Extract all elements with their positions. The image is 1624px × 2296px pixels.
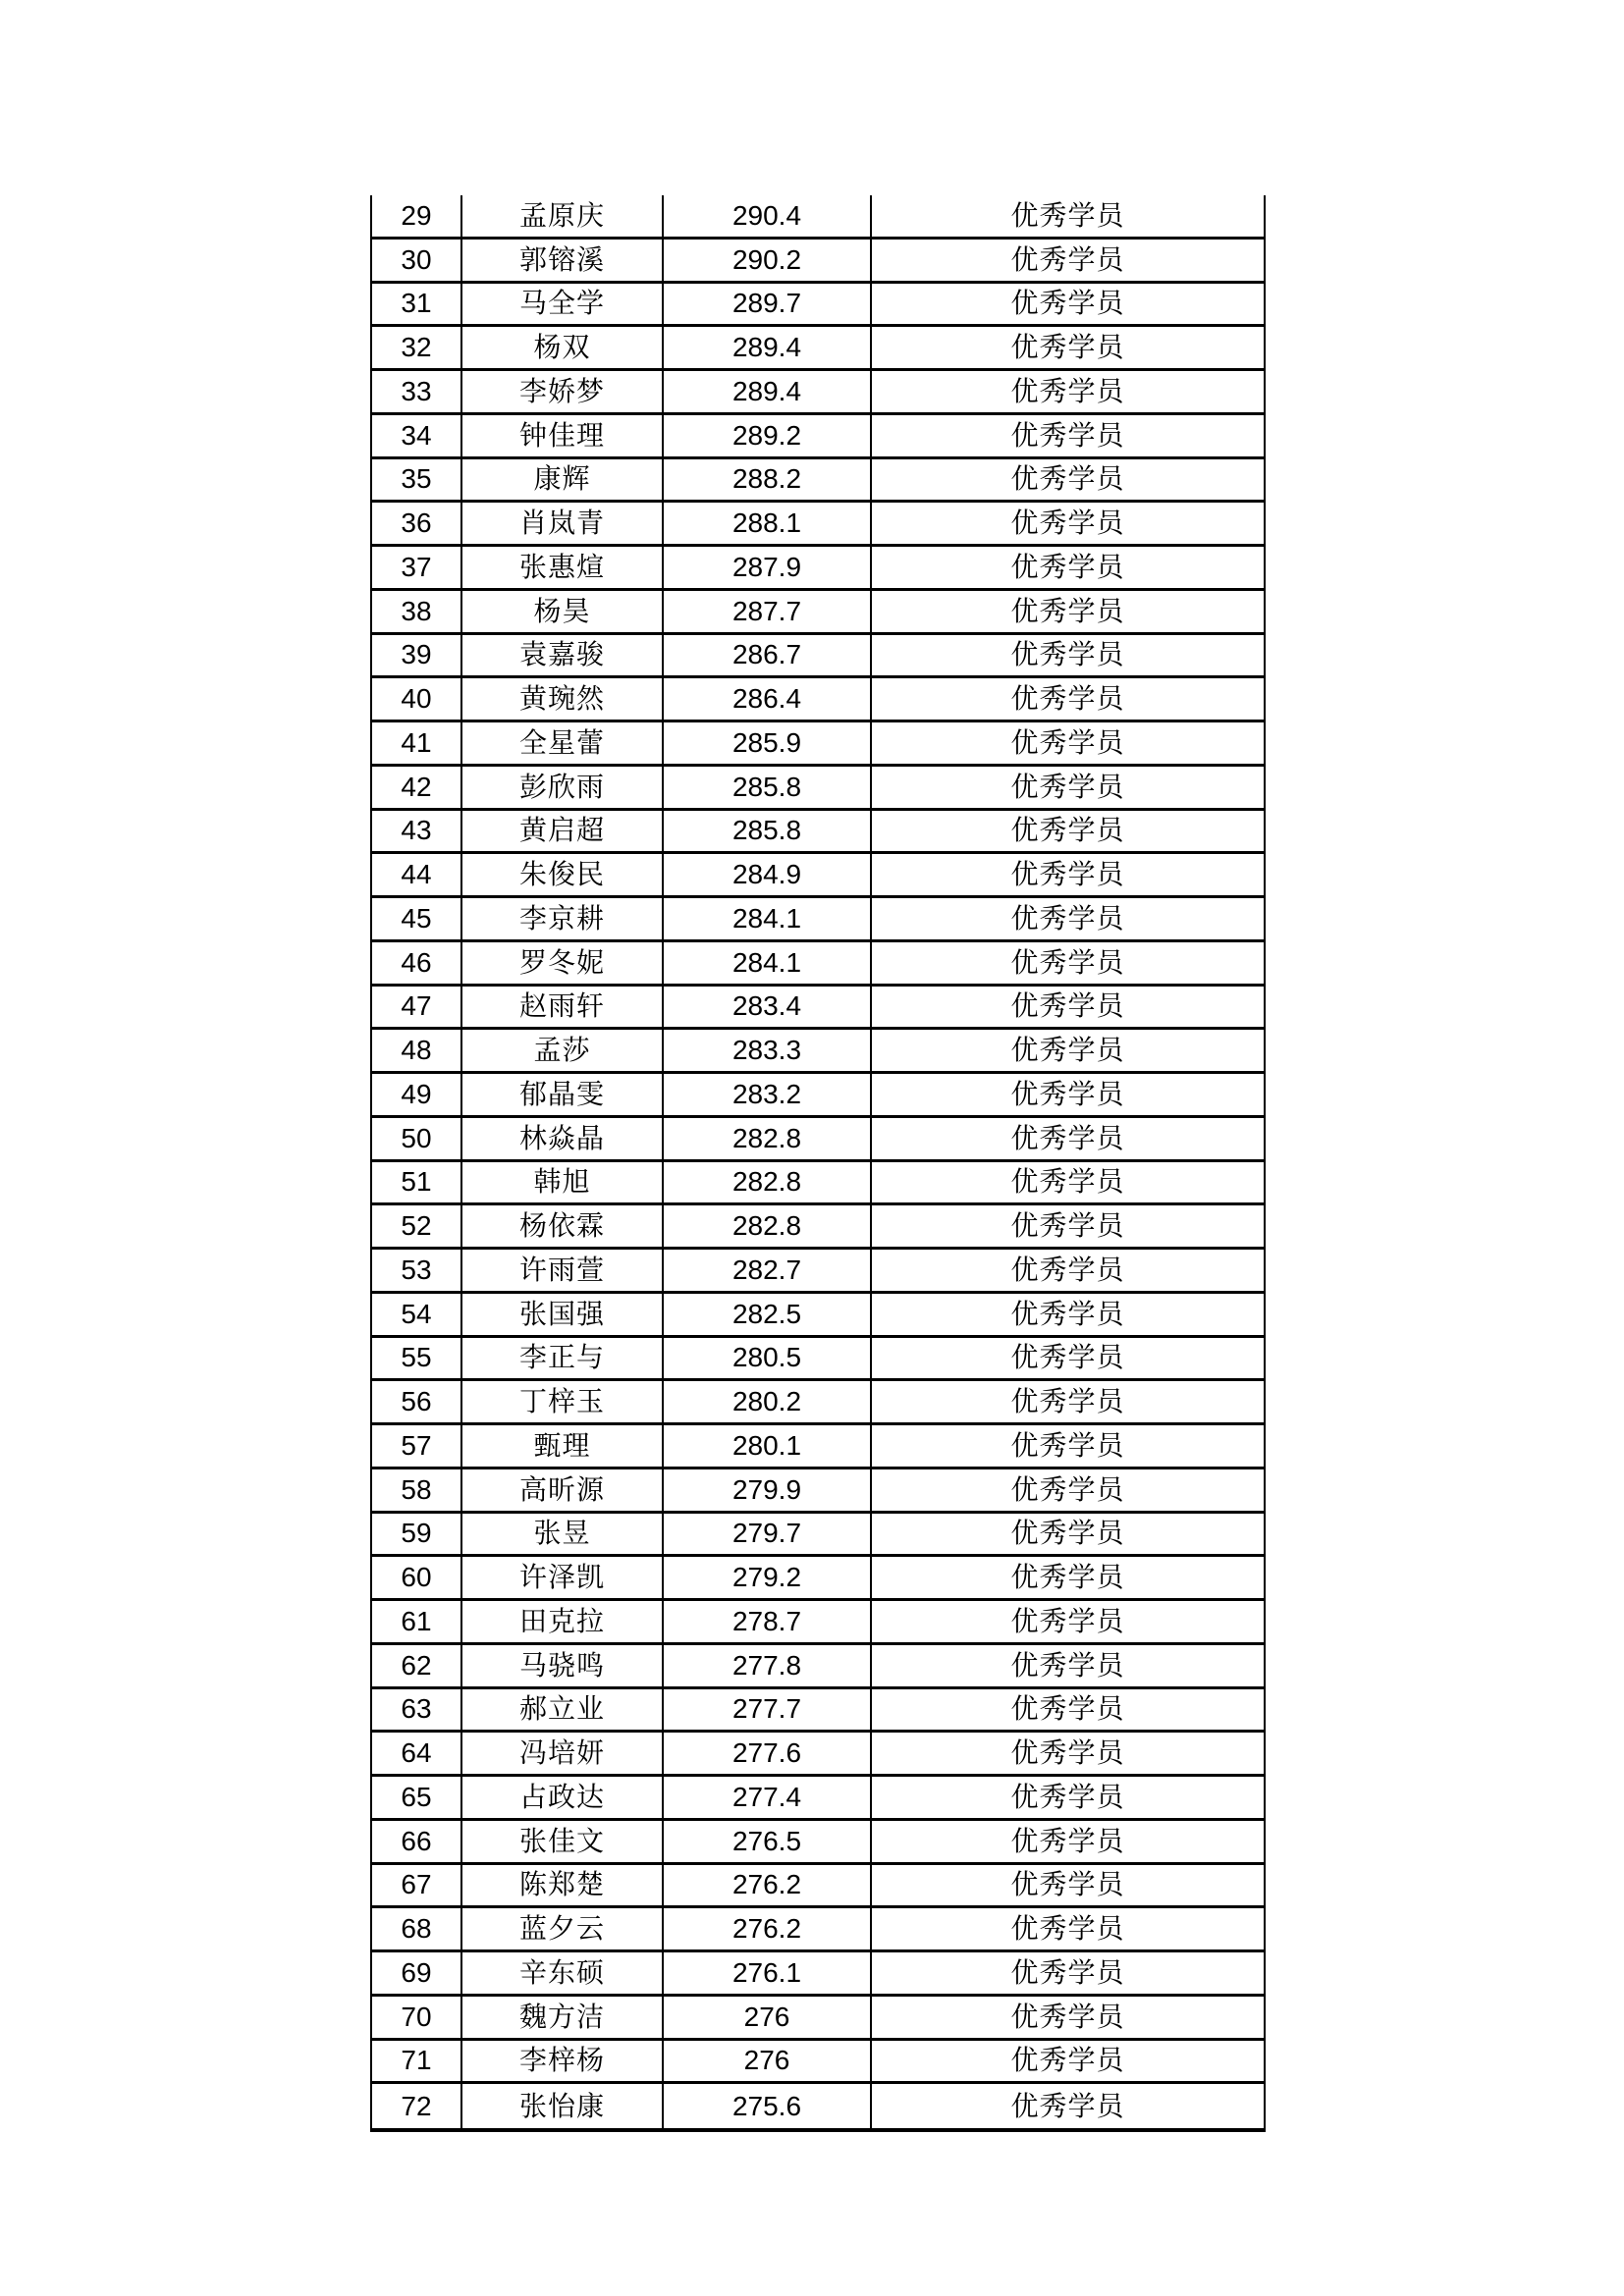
score-cell: 282.8: [664, 1118, 872, 1159]
student-name-cell: 高昕源: [462, 1469, 664, 1511]
status-cell: 优秀学员: [872, 415, 1266, 456]
student-name-cell: 肖岚青: [462, 503, 664, 544]
score-cell: 289.2: [664, 415, 872, 456]
rank-cell: 51: [370, 1162, 462, 1203]
table-row: [370, 2084, 1266, 2128]
table-row: [370, 1205, 1266, 1250]
status-cell: 优秀学员: [872, 2041, 1266, 2082]
rank-cell: 56: [370, 1381, 462, 1422]
rank-cell: 45: [370, 898, 462, 939]
student-name-cell: 李正与: [462, 1338, 664, 1379]
student-name-cell: 孟原庆: [462, 195, 664, 237]
rank-cell: 53: [370, 1250, 462, 1291]
student-name-cell: 许雨萱: [462, 1250, 664, 1291]
status-cell: 优秀学员: [872, 1865, 1266, 1906]
table-row: [370, 1952, 1266, 1997]
table-row: [370, 678, 1266, 722]
student-name-cell: 黄启超: [462, 811, 664, 852]
score-cell: 276: [664, 2041, 872, 2082]
score-cell: 277.8: [664, 1645, 872, 1686]
status-cell: 优秀学员: [872, 1514, 1266, 1555]
student-name-cell: 李娇梦: [462, 371, 664, 412]
table-row: [370, 942, 1266, 987]
status-cell: 优秀学员: [872, 1777, 1266, 1818]
status-cell: 优秀学员: [872, 1294, 1266, 1335]
rank-cell: 41: [370, 722, 462, 764]
student-name-cell: 杨双: [462, 327, 664, 368]
score-cell: 287.9: [664, 547, 872, 588]
score-cell: 288.1: [664, 503, 872, 544]
status-cell: 优秀学员: [872, 2084, 1266, 2128]
rank-cell: 31: [370, 284, 462, 325]
score-cell: 277.7: [664, 1689, 872, 1731]
status-cell: 优秀学员: [872, 1074, 1266, 1115]
status-cell: 优秀学员: [872, 1205, 1266, 1247]
student-name-cell: 丁梓玉: [462, 1381, 664, 1422]
table-row: [370, 1908, 1266, 1952]
table-row: [370, 767, 1266, 811]
rank-cell: 72: [370, 2084, 462, 2128]
rank-cell: 64: [370, 1733, 462, 1774]
score-cell: 276: [664, 1997, 872, 2038]
status-cell: 优秀学员: [872, 1733, 1266, 1774]
student-name-cell: 魏方洁: [462, 1997, 664, 2038]
table-row: [370, 1821, 1266, 1865]
student-name-cell: 韩旭: [462, 1162, 664, 1203]
rank-cell: 62: [370, 1645, 462, 1686]
rank-cell: 39: [370, 635, 462, 676]
table-row: [370, 1689, 1266, 1734]
student-name-cell: 田克拉: [462, 1601, 664, 1642]
score-cell: 283.2: [664, 1074, 872, 1115]
student-name-cell: 郁晶雯: [462, 1074, 664, 1115]
rank-cell: 59: [370, 1514, 462, 1555]
table-row: [370, 722, 1266, 767]
student-name-cell: 张国强: [462, 1294, 664, 1335]
table-row: [370, 1381, 1266, 1425]
student-name-cell: 康辉: [462, 459, 664, 501]
score-cell: 289.7: [664, 284, 872, 325]
rank-cell: 32: [370, 327, 462, 368]
student-name-cell: 占政达: [462, 1777, 664, 1818]
score-cell: 285.8: [664, 811, 872, 852]
status-cell: 优秀学员: [872, 1162, 1266, 1203]
rank-cell: 71: [370, 2041, 462, 2082]
rank-cell: 35: [370, 459, 462, 501]
score-cell: 282.5: [664, 1294, 872, 1335]
table-row: [370, 240, 1266, 284]
score-cell: 279.9: [664, 1469, 872, 1511]
score-cell: 285.8: [664, 767, 872, 808]
rank-cell: 65: [370, 1777, 462, 1818]
student-name-cell: 张佳文: [462, 1821, 664, 1862]
score-cell: 277.6: [664, 1733, 872, 1774]
student-name-cell: 钟佳理: [462, 415, 664, 456]
table-row: [370, 987, 1266, 1031]
rank-cell: 52: [370, 1205, 462, 1247]
rank-cell: 68: [370, 1908, 462, 1949]
student-name-cell: 李京耕: [462, 898, 664, 939]
table-row: [370, 854, 1266, 898]
table-row: [370, 1469, 1266, 1514]
student-name-cell: 林焱晶: [462, 1118, 664, 1159]
table-row: [370, 1601, 1266, 1645]
status-cell: 优秀学员: [872, 898, 1266, 939]
score-cell: 280.2: [664, 1381, 872, 1422]
student-name-cell: 李梓杨: [462, 2041, 664, 2082]
score-cell: 282.8: [664, 1205, 872, 1247]
rank-cell: 70: [370, 1997, 462, 2038]
status-cell: 优秀学员: [872, 1425, 1266, 1467]
rank-cell: 60: [370, 1557, 462, 1598]
status-cell: 优秀学员: [872, 767, 1266, 808]
status-cell: 优秀学员: [872, 942, 1266, 984]
table-row: [370, 459, 1266, 504]
status-cell: 优秀学员: [872, 1338, 1266, 1379]
status-cell: 优秀学员: [872, 240, 1266, 281]
score-cell: 289.4: [664, 371, 872, 412]
table-row: [370, 1294, 1266, 1338]
table-row: [370, 503, 1266, 547]
rank-cell: 43: [370, 811, 462, 852]
student-name-cell: 罗冬妮: [462, 942, 664, 984]
table-row: [370, 1074, 1266, 1118]
score-cell: 275.6: [664, 2084, 872, 2128]
student-name-cell: 郝立业: [462, 1689, 664, 1731]
rank-cell: 66: [370, 1821, 462, 1862]
rank-cell: 67: [370, 1865, 462, 1906]
table-row: [370, 547, 1266, 591]
score-cell: 282.7: [664, 1250, 872, 1291]
rank-cell: 58: [370, 1469, 462, 1511]
status-cell: 优秀学员: [872, 1381, 1266, 1422]
table-row: [370, 635, 1266, 679]
status-cell: 优秀学员: [872, 1250, 1266, 1291]
student-name-cell: 陈郑楚: [462, 1865, 664, 1906]
rank-cell: 55: [370, 1338, 462, 1379]
student-name-cell: 杨昊: [462, 591, 664, 632]
status-cell: 优秀学员: [872, 1030, 1266, 1071]
table-row: [370, 2041, 1266, 2085]
table-row: [370, 415, 1266, 459]
table-row: [370, 1514, 1266, 1558]
student-name-cell: 赵雨轩: [462, 987, 664, 1028]
rank-cell: 54: [370, 1294, 462, 1335]
table-row: [370, 898, 1266, 942]
rank-cell: 42: [370, 767, 462, 808]
table-row: [370, 327, 1266, 371]
rank-cell: 47: [370, 987, 462, 1028]
student-name-cell: 马全学: [462, 284, 664, 325]
score-cell: 280.1: [664, 1425, 872, 1467]
student-name-cell: 马骁鸣: [462, 1645, 664, 1686]
table-row: [370, 1118, 1266, 1162]
status-cell: 优秀学员: [872, 195, 1266, 237]
status-cell: 优秀学员: [872, 1952, 1266, 1994]
rank-cell: 49: [370, 1074, 462, 1115]
status-cell: 优秀学员: [872, 591, 1266, 632]
score-cell: 276.1: [664, 1952, 872, 1994]
status-cell: 优秀学员: [872, 1557, 1266, 1598]
score-cell: 283.4: [664, 987, 872, 1028]
student-name-cell: 甄理: [462, 1425, 664, 1467]
score-cell: 279.2: [664, 1557, 872, 1598]
student-name-cell: 黄琬然: [462, 678, 664, 720]
score-cell: 276.2: [664, 1908, 872, 1949]
student-name-cell: 许泽凯: [462, 1557, 664, 1598]
status-cell: 优秀学员: [872, 635, 1266, 676]
score-cell: 276.5: [664, 1821, 872, 1862]
table-row: [370, 1733, 1266, 1777]
status-cell: 优秀学员: [872, 722, 1266, 764]
table-row: [370, 1338, 1266, 1382]
table-row: [370, 1865, 1266, 1909]
rank-cell: 37: [370, 547, 462, 588]
table-row: [370, 1162, 1266, 1206]
status-cell: 优秀学员: [872, 678, 1266, 720]
student-name-cell: 朱俊民: [462, 854, 664, 895]
student-name-cell: 张怡康: [462, 2084, 664, 2128]
score-cell: 287.7: [664, 591, 872, 632]
rank-cell: 48: [370, 1030, 462, 1071]
student-name-cell: 孟莎: [462, 1030, 664, 1071]
status-cell: 优秀学员: [872, 1469, 1266, 1511]
table-row: [370, 1557, 1266, 1601]
student-name-cell: 郭镕溪: [462, 240, 664, 281]
student-name-cell: 冯培妍: [462, 1733, 664, 1774]
status-cell: 优秀学员: [872, 1821, 1266, 1862]
table-row: [370, 591, 1266, 635]
status-cell: 优秀学员: [872, 1645, 1266, 1686]
table-row: [370, 1250, 1266, 1294]
rank-cell: 36: [370, 503, 462, 544]
table-row: [370, 1645, 1266, 1689]
rank-cell: 50: [370, 1118, 462, 1159]
score-cell: 276.2: [664, 1865, 872, 1906]
table-row: [370, 284, 1266, 328]
table-row: [370, 1997, 1266, 2041]
table-row: [370, 1777, 1266, 1821]
score-cell: 282.8: [664, 1162, 872, 1203]
status-cell: 优秀学员: [872, 1601, 1266, 1642]
student-name-cell: 张惠煊: [462, 547, 664, 588]
status-cell: 优秀学员: [872, 1997, 1266, 2038]
student-name-cell: 全星蕾: [462, 722, 664, 764]
table-row: [370, 811, 1266, 855]
score-cell: 286.7: [664, 635, 872, 676]
student-name-cell: 袁嘉骏: [462, 635, 664, 676]
rank-cell: 33: [370, 371, 462, 412]
rank-cell: 44: [370, 854, 462, 895]
rank-cell: 57: [370, 1425, 462, 1467]
student-name-cell: 杨依霖: [462, 1205, 664, 1247]
status-cell: 优秀学员: [872, 547, 1266, 588]
score-cell: 280.5: [664, 1338, 872, 1379]
rank-cell: 40: [370, 678, 462, 720]
table-row: [370, 195, 1266, 240]
rank-cell: 61: [370, 1601, 462, 1642]
status-cell: 优秀学员: [872, 1908, 1266, 1949]
score-cell: 290.4: [664, 195, 872, 237]
student-name-cell: 彭欣雨: [462, 767, 664, 808]
table-row: [370, 1425, 1266, 1469]
score-cell: 278.7: [664, 1601, 872, 1642]
rank-cell: 34: [370, 415, 462, 456]
rank-cell: 30: [370, 240, 462, 281]
table-row: [370, 371, 1266, 415]
rank-cell: 38: [370, 591, 462, 632]
score-cell: 284.1: [664, 942, 872, 984]
score-cell: 286.4: [664, 678, 872, 720]
student-name-cell: 张昱: [462, 1514, 664, 1555]
rank-cell: 69: [370, 1952, 462, 1994]
status-cell: 优秀学员: [872, 327, 1266, 368]
score-cell: 284.9: [664, 854, 872, 895]
table-row: [370, 1030, 1266, 1074]
rank-cell: 63: [370, 1689, 462, 1731]
score-cell: 285.9: [664, 722, 872, 764]
rank-cell: 29: [370, 195, 462, 237]
score-cell: 277.4: [664, 1777, 872, 1818]
status-cell: 优秀学员: [872, 503, 1266, 544]
status-cell: 优秀学员: [872, 1689, 1266, 1731]
status-cell: 优秀学员: [872, 371, 1266, 412]
status-cell: 优秀学员: [872, 987, 1266, 1028]
status-cell: 优秀学员: [872, 284, 1266, 325]
student-results-table: [370, 195, 1266, 2132]
score-cell: 283.3: [664, 1030, 872, 1071]
status-cell: 优秀学员: [872, 811, 1266, 852]
status-cell: 优秀学员: [872, 1118, 1266, 1159]
status-cell: 优秀学员: [872, 459, 1266, 501]
student-name-cell: 蓝夕云: [462, 1908, 664, 1949]
student-name-cell: 辛东硕: [462, 1952, 664, 1994]
score-cell: 284.1: [664, 898, 872, 939]
score-cell: 290.2: [664, 240, 872, 281]
status-cell: 优秀学员: [872, 854, 1266, 895]
rank-cell: 46: [370, 942, 462, 984]
score-cell: 289.4: [664, 327, 872, 368]
score-cell: 288.2: [664, 459, 872, 501]
score-cell: 279.7: [664, 1514, 872, 1555]
